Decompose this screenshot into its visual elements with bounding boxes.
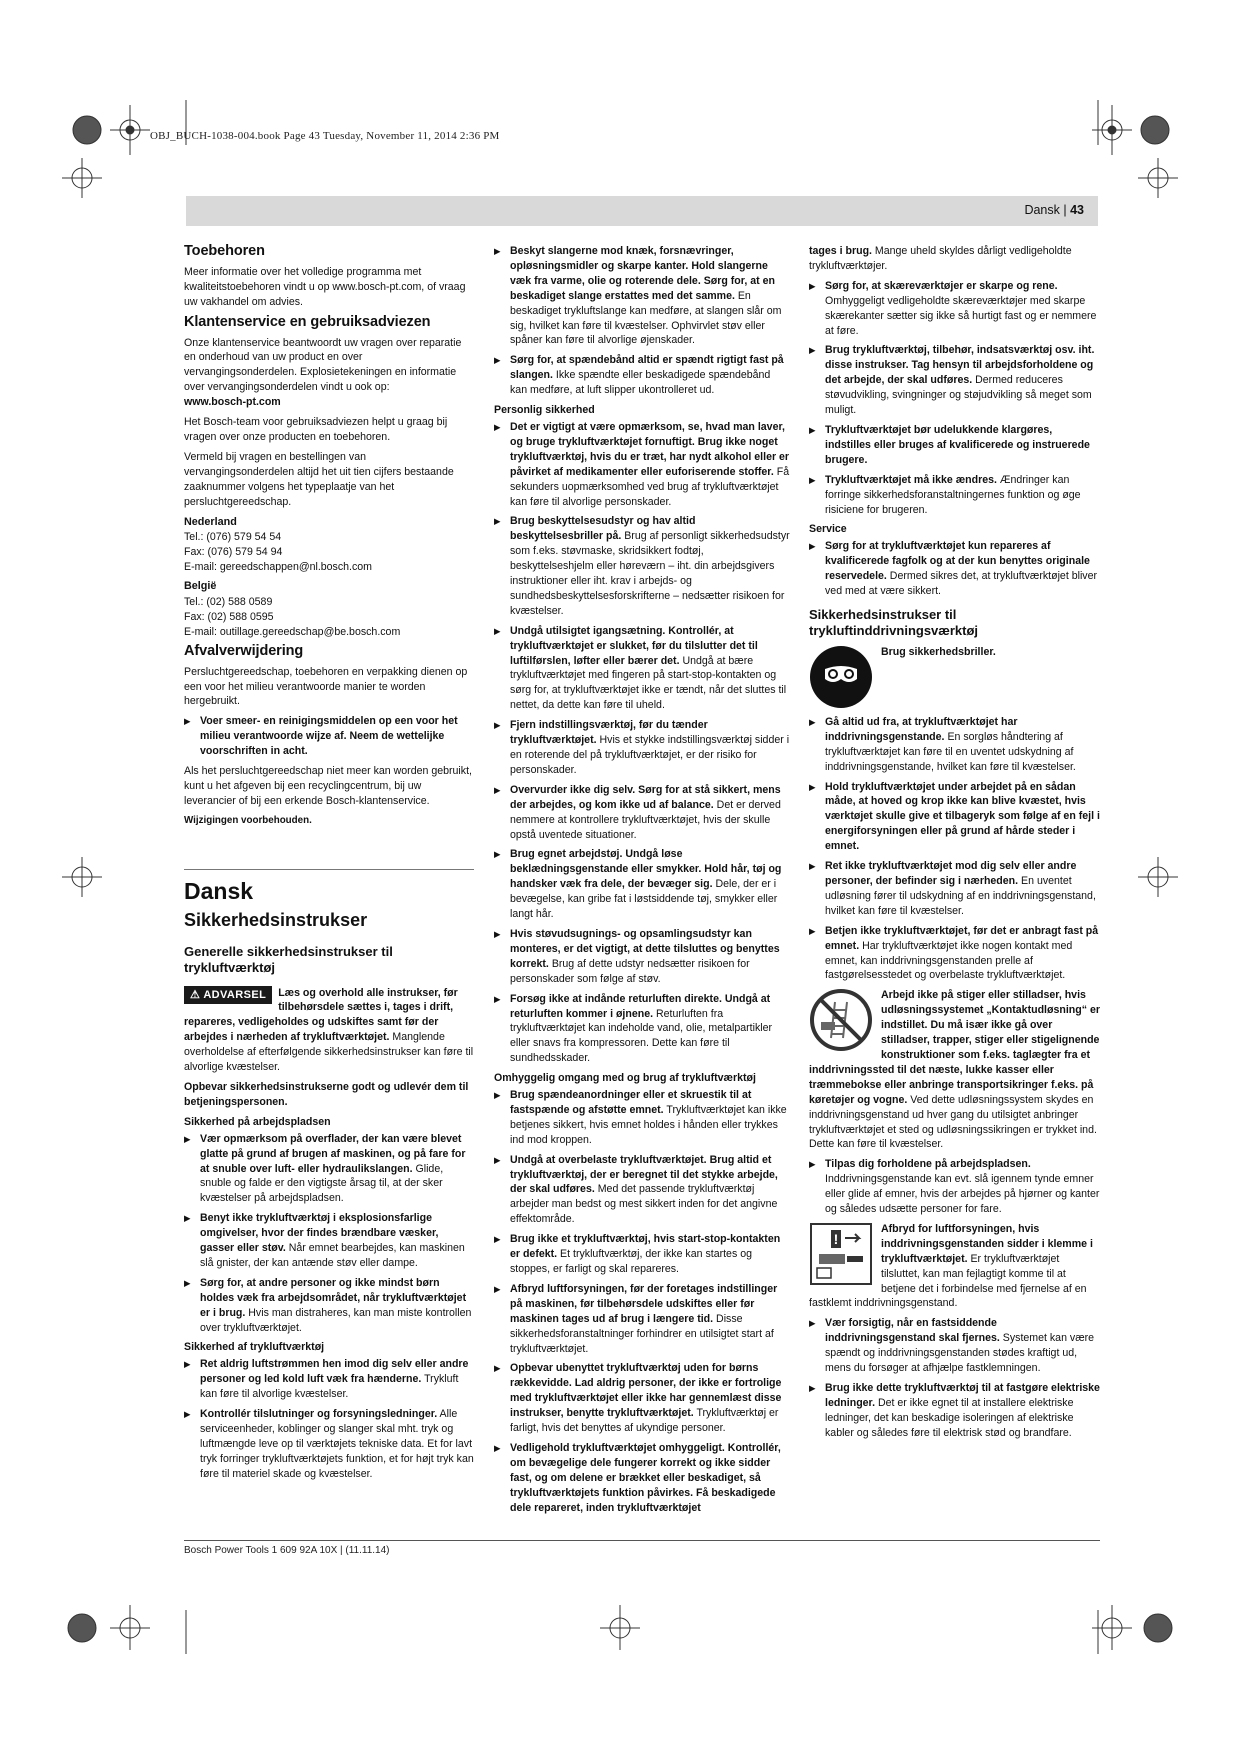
heading-afvalverwijdering: Afvalverwijdering	[184, 642, 304, 659]
header-language: Dansk	[1024, 203, 1060, 217]
bullet-bold: Brug ikke et trykluftværktøj, hvis start-stop-kontakten er defekt.	[510, 1233, 781, 1261]
bullet-text: Dermed sikres det, at trykluftværktøjet bliver ved med at være sikkert.	[825, 570, 1098, 598]
bullet-bold: Sørg for, at spændebånd altid er spændt rigtigt fast på slangen.	[510, 354, 784, 382]
no-ladder-icon	[809, 988, 873, 1052]
heading-inddrivning: Sikkerhedsinstrukser til trykluftinddrivningsværktøj	[809, 606, 979, 638]
bullet-item	[494, 1361, 790, 1436]
bullet-item	[184, 1211, 474, 1271]
heading-nederland: Nederland	[184, 515, 237, 528]
column-2	[494, 244, 790, 1521]
page-header-label: Dansk | 43	[1024, 203, 1084, 217]
bullet-text: Dele, der er i bevægelse, kan gribe fat i løstsiddende tøj, smykker eller langt hår.	[510, 878, 778, 921]
bullet-text: Trykluftværktøjet kan ikke betjenes sikkert, hvis emnet holdes i hånden eller trykkes ind mod kroppen.	[510, 1103, 787, 1146]
bullet-text: Har trykluftværktøjet ikke nogen kontakt med emnet, kan inddrivningsgenstanden prelle af fastgørelsesstedet og overbelaste trykluftværktøjet.	[825, 939, 1073, 982]
para-klanten-1: Onze klantenservice beantwoordt uw vragen over reparatie en onderhoud van uw product en over vervangingsonderdelen. Explosietekeningen en informatie over vervangingsonderdelen vindt u ook op:	[184, 336, 462, 394]
bullet-text: Disse sikkerhedsforanstaltninger forhindrer en utilsigtet start af trykluftværktøjet.	[510, 1312, 774, 1355]
be-fax: Fax: (02) 588 0595	[184, 610, 274, 623]
nl-email: E-mail: gereedschappen@nl.bosch.com	[184, 561, 373, 574]
page-number: 43	[1070, 203, 1084, 217]
opbevar-note: Opbevar sikkerhedsinstrukserne godt og udlevér dem til betjeningspersonen.	[184, 1080, 469, 1108]
bullet-text: En sorgløs håndtering af trykluftværktøjet kan føre til en uventet udskydning af inddrivningsgenstande, hvilket kan føre til kvæstelser.	[825, 730, 1076, 773]
bullet-text: En uventet udløsning fører til udskydning af en inddrivningsgenstand, hvilket kan føre til kvæstelser.	[825, 875, 1096, 917]
bullet-afval	[184, 714, 474, 759]
para-afval: Persluchtgereedschap, toebehoren en verpakking dienen op een voor het milieu verantwoorde manier te worden hergebruikt.	[184, 665, 468, 708]
heading-sikkerhedsinstrukser: Sikkerhedsinstrukser	[184, 909, 368, 930]
heading-dansk: Dansk	[184, 877, 254, 904]
advarsel-bold: Læs og overhold alle instrukser, før tilbehørsdele sættes i, tages i drift, repareres, vedligeholdes og udskiftes samt før der arbejdes i nærheden af trykluftværktøjet.	[184, 986, 458, 1044]
bullet-text: Få sekunders uopmærksomhed ved brug af trykluftværktøjet kan føre til alvorlige personskader.	[510, 465, 790, 508]
bullet-bold: Sørg for, at andre personer og ikke mindst børn holdes væk fra arbejdsområdet, når trykluftværktøjet er i brug.	[200, 1276, 467, 1319]
heading-klantenservice: Klantenservice en gebruiksadviezen	[184, 313, 431, 330]
bullet-text: Ændringer kan forringe sikkerhedsforanstaltningernes funktion og øge risiciene for brugeren.	[825, 473, 1081, 516]
advarsel-label: ⚠ ADVARSEL	[184, 986, 272, 1005]
ladder-block	[809, 988, 1101, 1152]
bullet-text: En beskadiget trykluftslange kan medføre, at slangen slår om sig, hvilket kan føre til kvæstelser. Ophvirvlet støv eller spåner kan føre til alvorlige øjenskader.	[510, 289, 782, 347]
bullet-item	[494, 927, 790, 987]
bullet-item	[809, 473, 1101, 518]
bullet-item	[809, 1316, 1101, 1376]
svg-text:!: !	[833, 1230, 839, 1247]
bullet-text: Det er derved nemmere at kontrollere trykluftværktøjet, hvis der skulle opstå uventede situationer.	[510, 798, 781, 841]
bullet-text: Trykluftværktøj er farligt, hvis det benyttes af ukyndige personer.	[510, 1407, 779, 1435]
para-toebehoren: Meer informatie over het volledige programma met kwaliteitstoebehoren vindt u op www.bosch-pt.com, of vraag uw vakhandel om advies.	[184, 265, 466, 308]
bullet-bold: Opbevar ubenyttet trykluftværktøj uden for børns rækkevidde. Lad aldrig personer, der ikke er fortrolige med trykluftværktøjet eller ikke har gennemlæst disse instrukser, benytte trykluftværktøjet.	[510, 1362, 782, 1420]
bullet-item	[494, 353, 790, 398]
bullet-bold: Tilpas dig forholdene på arbejdspladsen.	[825, 1158, 1031, 1171]
bullet-bold: Beskyt slangerne mod knæk, forsnævringer, opløsningsmidler og skarpe kanter. Hold slangerne væk fra varme, olie og roterende dele. Sørg for, at en beskadiget slange erstattes med det samme.	[510, 245, 775, 302]
bullet-item	[809, 1157, 1101, 1217]
footer-rule	[184, 1540, 1100, 1541]
bullet-bold: Trykluftværktøjet må ikke ændres.	[825, 473, 997, 486]
nl-tel: Tel.: (076) 579 54 54	[184, 531, 282, 544]
bullet-text: Trykluft kan føre til alvorlige kvæstelser.	[200, 1373, 459, 1401]
ladder-bold: Arbejd ikke på stiger eller stilladser, hvis udløsningssystemet „Kontaktudløsning“ er indstillet. Du må især ikke gå over stilladser, trapper, stiger eller stigelignende konstruktioner som f.eks. taglægter fra et inddrivningssted til det næste, lukke kasser eller træmmebokse eller anbringe transportsikringer f.eks. på køretøjer og vogne.	[809, 989, 1100, 1106]
bullet-item	[809, 859, 1101, 919]
heading-service: Service	[809, 523, 847, 536]
bullet-item	[809, 924, 1101, 984]
bullet-text: Med det passende trykluftværktøj arbejder man bedst og mest sikkert inden for det angivne effektområde.	[510, 1183, 778, 1226]
column-1	[184, 244, 474, 1487]
disconnect-text: Er trykluftværktøjet tilsluttet, kan man fejlagtigt komme til at betjene det i forbindelse med fjernelse af en fastklemt inddrivningsgenstand.	[809, 1252, 1087, 1310]
bullet-bold: Undgå at overbelaste trykluftværktøjet. Brug altid et trykluftværktøj, der er beregnet til det stykke arbejde, der skal udføres.	[510, 1153, 778, 1196]
bullet-item	[809, 279, 1101, 339]
link-bosch-pt[interactable]: www.bosch-pt.com	[184, 396, 281, 409]
bullet-bold: Vedligehold trykluftværktøjet omhyggeligt. Kontrollér, om bevægelige dele fungerer korrekt og ikke sidder fast, og om delene er brækket eller beskadiget, så trykluftværktøjets funktion påvirkes. Få beskadigede dele repareret, inden trykluftværktøjet	[510, 1441, 781, 1514]
goggles-row	[809, 645, 1101, 709]
bullet-bold: Ret ikke trykluftværktøjet mod dig selv eller andre personer, der befinder sig i nærheden.	[825, 860, 1077, 887]
advarsel-text-rest: Manglende overholdelse af efterfølgende sikkerhedsinstrukser kan føre til alvorlige kvæstelser.	[184, 1031, 474, 1074]
heading-arbejdspladsen: Sikkerhed på arbejdspladsen	[184, 1115, 331, 1128]
bullet-bold: Brug spændeanordninger eller et skruestik til at fastspænde og afstøtte emnet.	[510, 1089, 752, 1116]
bullet-text: Inddrivningsgenstande kan evt. slå igennem tynde emner eller glide af emner, hvis der arbejdes på hjørner og kanter og således udsætte personer for fare.	[825, 1173, 1100, 1216]
advarsel-text: ADVARSEL	[203, 988, 267, 1001]
bullet-item	[809, 539, 1101, 599]
disconnect-air-icon	[809, 1222, 873, 1286]
bullet-text: Systemet kan være spændt og inddrivningsgenstanden stødes kraftigt ud, mens du forsøger at afhjælpe fastklemningen.	[825, 1332, 1095, 1375]
bullet-item	[494, 718, 790, 778]
bullet-bold: Hold trykluftværktøjet under arbejdet på en sådan måde, at hoved og krop ikke kan blive kvæstet, hvis værktøjet skulle give et tilbageryk som følge af en fejl i energiforsyningen eller på grund af hårde steder i emnet.	[825, 780, 1100, 853]
bullet-text: Omhyggeligt vedligeholdte skæreværktøjer med skarpe skærekanter sætter sig ikke så hurtigt fast og er nemmere at føre.	[825, 294, 1097, 337]
bullet-item	[184, 1357, 474, 1402]
disconnect-block	[809, 1222, 1101, 1311]
bullet-item	[809, 1381, 1101, 1441]
bullet-item	[184, 1132, 474, 1207]
bullet-bold: Ret aldrig luftstrømmen hen imod dig selv eller andre personer og led kold luft væk fra hænderne.	[200, 1358, 469, 1386]
bullet-bold: Det er vigtigt at være opmærksom, se, hvad man laver, og bruge trykluftværktøjet fornuftigt. Brug ikke noget trykluftværktøj, hvis du er træt, har nydt alkohol eller er påvirket af medikamenter eller euforiserende stoffer.	[510, 420, 790, 478]
bullet-bold: Afbryd luftforsyningen, før der foretages indstillinger på maskinen, før tilbehørsdele udskiftes eller før maskinen tages ud af brug i længere tid.	[510, 1282, 778, 1325]
bullet-bold: Brug beskyttelsesudstyr og hav altid beskyttelsesbriller på.	[510, 515, 696, 543]
continued-text	[809, 244, 1101, 274]
heading-omhyggelig: Omhyggelig omgang med og brug af trykluftværktøj	[494, 1072, 756, 1085]
para-afval-2: Als het persluchtgereedschap niet meer kan worden gebruikt, kunt u het afgeven bij een recyclingcentrum, bij uw leverancier of bij een erkende Bosch-klantenservice.	[184, 765, 472, 807]
bullet-text: Ikke spændte eller beskadigede spændebånd kan medføre, at luft slipper ukontrolleret ud.	[510, 369, 771, 397]
print-slug: OBJ_BUCH-1038-004.book Page 43 Tuesday, November 11, 2014 2:36 PM	[150, 130, 500, 142]
bullet-text: Et trykluftværktøj, der ikke kan startes og stoppes, er farligt og skal repareres.	[510, 1248, 752, 1275]
bullet-text: Brug af dette udstyr nedsætter risikoen for personskader som følge af støv.	[510, 957, 750, 985]
bullet-item	[494, 624, 790, 713]
ladder-text: Ved dette udløsningssystem skydes en inddrivningsgenstand ud hver gang du utilsigtet anbringer trykluftværktøjet et sted og udløsningssikringen er trykket ind. Dette kan føre til kvæstelser.	[809, 1093, 1097, 1151]
section-divider	[184, 869, 474, 870]
advarsel-block	[184, 986, 474, 1075]
bullet-bold: Brug egnet arbejdstøj. Undgå løse beklædningsgenstande eller smykker. Hold hår, tøj og handsker væk fra dele, der bevæger sig.	[510, 848, 782, 891]
bullet-item	[809, 343, 1101, 418]
bullet-text: Alle serviceenheder, koblinger og slanger skal mht. tryk og luftmængde leve op til værktøjets tekniske data. Et for lavt tryk forringer trykluftværktøjets funktion, et for højt tryk kan føre til materiel skade og kvæstelser.	[200, 1408, 474, 1480]
heading-toebehoren: Toebehoren	[184, 243, 265, 259]
bullet-item	[184, 1276, 474, 1336]
bullet-bold: Brug trykluftværktøj, tilbehør, indsatsværktøj osv. iht. disse instrukser. Tag hensyn til arbejdsforholdene og det arbejde, der skal udføres.	[825, 344, 1095, 387]
bullet-bold: Sørg for at trykluftværktøjet kun repareres af kvalificerede fagfolk og at der kun benyttes originale reservedele.	[825, 540, 1090, 583]
bullet-text: Glide, snuble og falde er den vigtigste årsag til, at der sker kvæstelser på arbejdspladsen.	[200, 1162, 444, 1205]
bullet-item	[494, 1153, 790, 1228]
continued-rest: Mange uheld skyldes dårligt vedligeholdte trykluftværktøjer.	[809, 245, 1072, 272]
bullet-bold: Trykluftværktøjet bør udelukkende klargøres, indstilles eller bruges af kvalificerede og instruerede brugere.	[825, 423, 1090, 466]
page-header-band	[186, 196, 1098, 226]
para-klanten-3: Vermeld bij vragen en bestellingen van vervangingsonderdelen altijd het uit tien cijfers bestaande zaaknummer volgens het typeplaatje van het persluchtgereedschap.	[184, 450, 454, 508]
bullet-bold: Sørg for, at skæreværktøjer er skarpe og rene.	[825, 279, 1058, 292]
bullet-item	[184, 1407, 474, 1482]
bullet-text: Hvis man distraheres, kan man miste kontrollen over trykluftværktøjet.	[200, 1306, 472, 1334]
safety-goggles-icon	[809, 645, 873, 709]
be-tel: Tel.: (02) 588 0589	[184, 596, 273, 609]
bullet-bold: Forsøg ikke at indånde returluften direkte. Undgå at returluften kommer i øjnene.	[510, 992, 771, 1020]
heading-trykluftvaerktoj: Sikkerhed af trykluftværktøj	[184, 1341, 325, 1354]
bullet-text: Brug af personligt sikkerhedsudstyr som f.eks. støvmaske, skridsikkert fodtøj, beskyttelseshjelm eller høreværn – iht. din arbejdsgivers instruktioner eller iht. krav i arbejds- og sundhedsbeskyttelsesforskrifterne – nedsætter risikoen for kvæstelser.	[510, 530, 790, 617]
bullet-item	[494, 783, 790, 843]
bullet-bold: Overvurder ikke dig selv. Sørg for at stå sikkert, mens der arbejdes, og kom ikke ud af balance.	[510, 783, 781, 811]
bullet-item	[809, 780, 1101, 855]
bullet-text: Dermed reduceres støvudvikling, svingninger og støjudvikling så meget som muligt.	[825, 374, 1092, 417]
bullet-bold: Vær opmærksom på overflader, der kan være blevet glatte på grund af brugen af maskinen, og på fare for at snuble over luft- eller hydraulikslangen.	[200, 1132, 466, 1175]
para-klanten-2: Het Bosch-team voor gebruiksadviezen helpt u graag bij vragen over onze producten en toebehoren.	[184, 416, 448, 443]
bullet-bold: Brug ikke dette trykluftværktøj til at fastgøre elektriske ledninger.	[825, 1382, 1100, 1409]
bullet-bold: Benyt ikke trykluftværktøj i eksplosionsfarlige omgivelser, hvor der findes brændbare væsker, gasser eller støv.	[200, 1212, 439, 1255]
footer-text: Bosch Power Tools 1 609 92A 10X | (11.11.14)	[184, 1545, 390, 1556]
bullet-bold: Fjern indstillingsværktøj, før du tænder trykluftværktøjet.	[510, 719, 708, 747]
bullet-bold: Betjen ikke trykluftværktøjet, før det er anbragt fast på emnet.	[825, 924, 1099, 952]
bullet-item	[494, 420, 790, 509]
bullet-text: Når emnet bearbejdes, kan maskinen slå gnister, der kan antænde støv eller dampe.	[200, 1242, 465, 1269]
bullet-item	[494, 1441, 790, 1516]
column-3	[809, 244, 1101, 1446]
bullet-item	[809, 423, 1101, 468]
continued-bold: tages i brug.	[809, 245, 872, 257]
bullet-afval-bold: Voer smeer- en reinigingsmiddelen op een voor het milieu verantwoorde wijze af. Neem de wettelijke voorschriften in acht.	[200, 715, 458, 758]
be-email: E-mail: outillage.gereedschap@be.bosch.com	[184, 625, 401, 638]
heading-belgie: België	[184, 580, 217, 593]
heading-personlig: Personlig sikkerhed	[494, 404, 595, 417]
bullet-text: Returluften fra trykluftværktøjet kan indeholde vand, olie, metalpartikler eller snavs fra kompressoren. Dette kan føre til sundhedsskader.	[510, 1007, 773, 1065]
bullet-item	[809, 715, 1101, 775]
bullet-text: Det er ikke egnet til at installere elektriske ledninger, det kan beskadige isoleringen af elektriske kabler og således føre til elektrisk stød og brandfare.	[825, 1396, 1074, 1439]
bullet-text: Undgå at bære trykluftværktøjet med fingeren på start-stop-kontakten og sørg for, at trykluftværktøjet ikke er tændt, når det sluttes til nettet, da dette kan føre til uheld.	[510, 654, 787, 712]
heading-generelle: Generelle sikkerhedsinstrukser til trykluftværktøj	[184, 943, 393, 975]
bullet-item	[494, 1282, 790, 1357]
disconnect-bold: Afbryd for luftforsyningen, hvis inddrivningsgenstanden sidder i klemme i trykluftværktøjet.	[881, 1222, 1093, 1265]
bullet-bold: Kontrollér tilslutninger og forsyningsledninger.	[200, 1408, 438, 1421]
bullet-bold: Undgå utilsigtet igangsætning. Kontrollér, at trykluftværktøjet er slukket, før du tilslutter det til luftilførslen, løfter eller bærer det.	[510, 624, 758, 667]
wijzigingen-note: Wijzigingen voorbehouden.	[184, 814, 312, 826]
bullet-item	[494, 244, 790, 348]
bullet-bold: Gå altid ud fra, at trykluftværktøjet har inddrivningsgenstande.	[825, 715, 1018, 743]
bullet-text: Hvis et stykke indstillingsværktøj sidder i en roterende del på trykluftværktøjet, er der risiko for personskader.	[510, 734, 790, 776]
bullet-bold: Hvis støvudsugnings- og opsamlingsudstyr kan monteres, er det vigtigt, at dette tilsluttes og benyttes korrekt.	[510, 927, 780, 970]
bullet-item	[494, 992, 790, 1067]
bullet-bold: Vær forsigtig, når en fastsiddende inddrivningsgenstand skal fjernes.	[825, 1317, 1000, 1345]
bullet-item	[494, 1088, 790, 1148]
bullet-item	[494, 847, 790, 922]
nl-fax: Fax: (076) 579 54 94	[184, 546, 283, 559]
bullet-item	[494, 514, 790, 618]
goggles-text: Brug sikkerhedsbriller.	[881, 645, 996, 658]
bullet-item	[494, 1232, 790, 1277]
